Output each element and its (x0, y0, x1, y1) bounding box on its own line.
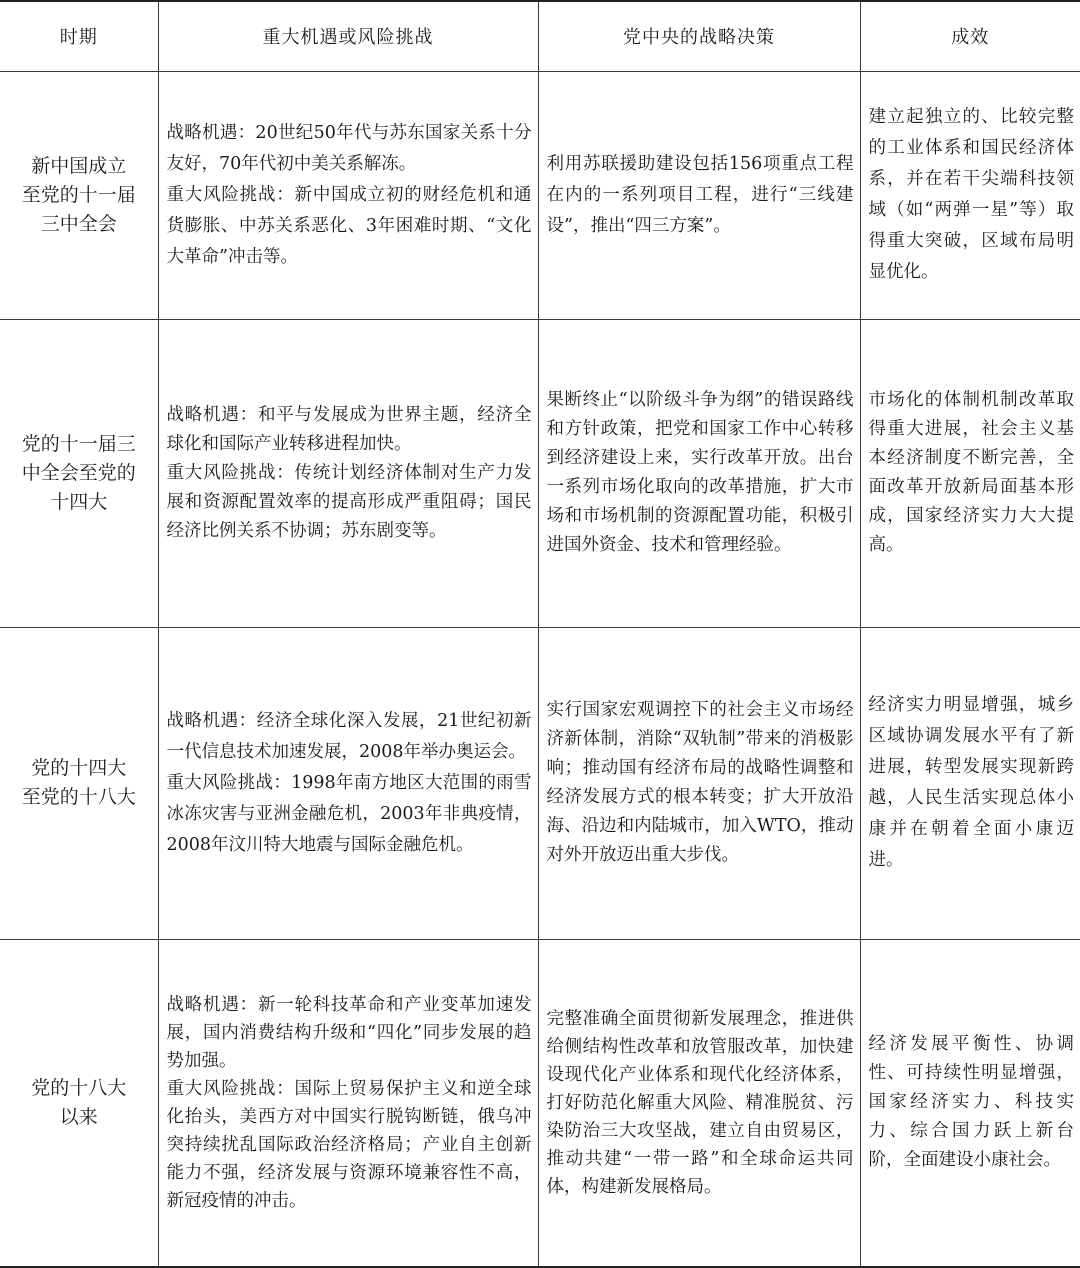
challenge-cell (158, 627, 538, 939)
risk-text: 重大风险挑战：国际上贸易保护主义和逆全球化抬头，美西方对中国实行脱钩断链，俄乌冲突持续扰乱国际政治经济格局；产业自主创新能力不强，经济发展与资源环境兼容性不高，新冠疫情的冲击。 (166, 1078, 532, 1211)
header-period: 时期 (0, 1, 158, 71)
challenge-cell (158, 939, 538, 1267)
period-line: 以来 (59, 1105, 98, 1128)
period-cell (0, 939, 158, 1267)
result-text: 经济实力明显增强，城乡区域协调发展水平有了新进展，转型发展实现新跨越，人民生活实现总体小康并在朝着全面小康迈进。 (868, 695, 1074, 870)
decision-text: 果断终止“以阶级斗争为纲”的错误路线和方针政策，把党和国家工作中心转移到经济建设上来，实行改革开放。出台一系列市场化取向的改革措施，扩大市场和市场机制的资源配置功能，积极引进国外资金、技术和管理经验。 (546, 390, 854, 555)
decision-text: 完整准确全面贯彻新发展理念，推进供给侧结构性改革和放管服改革，加快建设现代化产业体系和现代化经济体系，打好防范化解重大风险、精准脱贫、污染防治三大攻坚战，建立自由贸易区，推动共建“一带一路”和全球命运共同体，构建新发展格局。 (546, 1008, 854, 1197)
decision-cell (538, 939, 860, 1267)
result-cell (860, 71, 1080, 319)
period-line: 至党的十八大 (21, 786, 136, 808)
challenge-cell (158, 71, 538, 319)
result-text: 建立起独立的、比较完整的工业体系和国民经济体系，并在若干尖端科技领域（如“两弹一星”等）取得重大突破，区域布局明显优化。 (868, 107, 1074, 282)
opportunity-text: 战略机遇：20世纪50年代与苏东国家关系十分友好，70年代初中美关系解冻。 (166, 122, 532, 174)
period-cell (0, 627, 158, 939)
header-result: 成效 (860, 1, 1080, 71)
header-decision: 党中央的战略决策 (538, 1, 860, 71)
result-text: 市场化的体制机制改革取得重大进展，社会主义基本经济制度不断完善，全面改革开放新局面基本形成，国家经济实力大大提高。 (868, 390, 1074, 555)
decision-cell (538, 71, 860, 319)
opportunity-text: 战略机遇：和平与发展成为世界主题，经济全球化和国际产业转移进程加快。 (166, 404, 532, 454)
risk-text: 重大风险挑战：新中国成立初的财经危机和通货膨胀、中苏关系恶化、3年困难时期、“文化大革命”冲击等。 (166, 184, 532, 267)
risk-text: 重大风险挑战：传统计划经济体制对生产力发展和资源配置效率的提高形成严重阻碍；国民经济比例关系不协调；苏东剧变等。 (166, 462, 532, 541)
decision-text: 利用苏联援助建设包括156项重点工程在内的一系列项目工程，进行“三线建设”，推出“四三方案”。 (546, 153, 854, 236)
period-line: 党的十四大 (31, 757, 127, 779)
challenge-cell (158, 319, 538, 627)
period-cell (0, 71, 158, 319)
table-row (0, 71, 1080, 319)
table-row (0, 319, 1080, 627)
decision-text: 实行国家宏观调控下的社会主义市场经济新体制，消除“双轨制”带来的消极影响；推动国有经济布局的战略性调整和经济发展方式的根本转变；扩大开放沿海、沿边和内陆城市，加入WTO，推动对外开放迈出重大步伐。 (546, 700, 854, 865)
opportunity-text: 战略机遇：新一轮科技革命和产业变革加速发展，国内消费结构升级和“四化”同步发展的趋势加强。 (166, 994, 532, 1071)
result-text: 经济发展平衡性、协调性、可持续性明显增强，国家经济实力、科技实力、综合国力跃上新台阶，全面建设小康社会。 (868, 1034, 1074, 1171)
result-cell (860, 939, 1080, 1267)
table-row (0, 627, 1080, 939)
decision-cell (538, 627, 860, 939)
header-row (0, 1, 1080, 71)
period-line: 党的十八大 (31, 1076, 127, 1099)
period-line: 至党的十一届 (21, 183, 136, 206)
period-cell (0, 319, 158, 627)
result-cell (860, 319, 1080, 627)
decision-cell (538, 319, 860, 627)
table-row (0, 939, 1080, 1267)
period-line: 新中国成立 (31, 154, 127, 177)
risk-text: 重大风险挑战：1998年南方地区大范围的雨雪冰冻灾害与亚洲金融危机，2003年非典疫情，2008年汶川特大地震与国际金融危机。 (166, 772, 532, 855)
period-line: 三中全会 (40, 212, 117, 235)
period-line: 中全会至党的 (21, 461, 136, 484)
opportunity-text: 战略机遇：经济全球化深入发展，21世纪初新一代信息技术加速发展，2008年举办奥运会。 (166, 710, 532, 762)
period-line: 十四大 (50, 490, 108, 513)
header-challenge: 重大机遇或风险挑战 (158, 1, 538, 71)
period-line: 党的十一届三 (21, 432, 136, 455)
result-cell (860, 627, 1080, 939)
